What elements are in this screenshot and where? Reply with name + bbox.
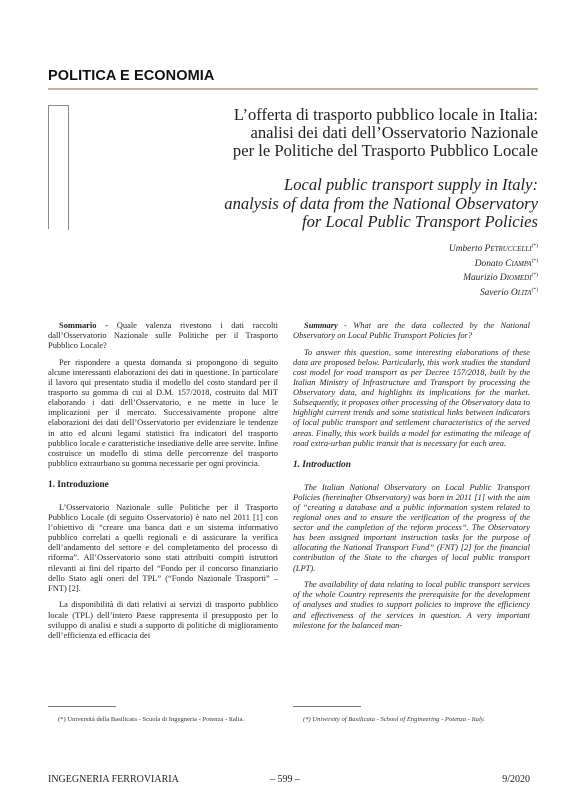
body-paragraph: To answer this question, some interesting elaborations of these data are proposed below. Particularly, this work studies the standard cost model for road transport as per Decree 157/2018, built by the Italian Ministry of Infrastructure and Transport by processing the Observatory data, and highlights its implications for the market. Subsequently, it proposes other processing of the Observatory data to highlight current trends and some statistical links between indicators of local public transport and settlement characteristics of the served areas. Finally, this work builds a model for estimating the mileage of road extra-urban public transit that is necessary for each area. [293,346,530,448]
summary-lead: Summary - [304,320,347,330]
issue-number: 9/2020 [502,774,530,785]
summary-paragraph: Summary - What are the data collected by the National Observatory on Local Public Transport Policies for? [293,320,530,341]
title-italian [98,106,538,160]
title-en-line: analysis of data from the National Observatory [224,193,538,213]
footnote-rule [293,706,361,707]
body-paragraph: L’Osservatorio Nazionale sulle Politiche per il Trasporto Pubblico Locale (di seguito Osservatorio) è nato nel 2011 [1] con l’obiettivo di “creare una banca dati e un sistema informativo pubblico correlati a quelli regionali e di assicurare la verifica dell’andamento del settore e del completamento del processo di riforma”. All’Osservatorio sono stati attribuiti compiti istruttori rilevanti ai fini del riparto del “Fondo per il concorso finanziario dello Stato agli oneri del TPL” (“Fondo Nazionale Trasporti” – FNT) [2]. [48,502,278,593]
footnote-english: (*) University of Basilicata - School of Engineering - Potenza - Italy. [303,716,486,723]
body-paragraph: La disponibilità di dati relativi ai servizi di trasporto pubblico locale (TPL) dell’intero Paese rappresenta il presupposto per lo sviluppo di analisi e studi a supporto di politiche di miglioramento dell’efficienza ed efficacia dei [48,599,278,640]
title-it-line: per le Politiche del Trasporto Pubblico Locale [232,141,538,160]
author: Saverio Olita(*) [479,287,538,299]
title-english [98,176,538,232]
footnote-rule [48,706,116,707]
body-paragraph: The Italian National Observatory on Local Public Transport Policies (hereinafter Observatory) was born in 2011 [1] with the aim of “creating a database and a public information system related to regional ones and to ensure the verification of the progress of the sector and the completion of the reform process”. The Observatory has been assigned important instruction tasks for the purpose of allocating the National Transport Fund” (FNT) [2] for the financial contribution of the State to the charges of local public transport (LPT). [293,481,530,573]
page-number: – 599 – [270,774,300,785]
section-label: POLITICA E ECONOMIA [48,68,215,84]
header-rule [48,88,538,90]
author: Donato Ciampa(*) [474,257,538,269]
english-column [293,320,530,636]
author: Umberto Petruccelli(*) [448,243,538,255]
journal-name: INGEGNERIA FERROVIARIA [48,774,179,785]
body-paragraph: Per rispondere a questa domanda si propongono di seguito alcune interessanti elaborazioni dei dati in questione. In particolare il lavoro qui presentato studia il modello del costo standard per il trasporto su gomma di cui al D.M. 157/2018, costruito dal MIT elaborando i dati dell’Osservatorio, e ne mette in luce le implicazioni per il mercato. Successivamente propone altre elaborazioni dei dati dell’Osservatorio per evidenziare le tendenze in atto ed alcuni legami statistici fra indicatori del trasporto pubblico locale e caratteristiche insediative delle aree servite. Infine costruisce un modello di stima delle percorrenze del trasporto pubblico extraurbano su gomma necessarie per ogni provincia. [48,356,278,468]
footnote-italian: (*) Università della Basilicata - Scuola di Ingegneria - Potenza - Italia. [58,716,245,723]
title-en-line: for Local Public Transport Policies [301,212,538,231]
title-it-line: analisi dei dati dell’Osservatorio Nazionale [250,123,538,142]
section-heading: 1. Introduzione [48,479,109,490]
title-it-line: L’offerta di trasporto pubblico locale in Italia: [233,105,538,124]
section-heading: 1. Introduction [293,459,351,470]
decorative-bracket-box [48,105,69,230]
summary-lead: Sommario - [59,320,109,330]
title-en-line: Local public transport supply in Italy: [284,175,538,194]
author: Maurizio Diomedi(*) [463,272,538,284]
author-list [238,241,538,300]
summary-paragraph: Sommario - Quale valenza rivestono i dati raccolti dall’Osservatorio Nazionale sulle Politiche per il Trasporto Pubblico Locale? [48,320,278,351]
italian-column [48,320,278,646]
body-paragraph: The availability of data relating to local public transport services of the whole Country represents the prerequisite for the development of analyses and studies to support policies to improve the efficiency and effectiveness of the services in question. A very important milestone for the balanced man- [293,579,530,630]
